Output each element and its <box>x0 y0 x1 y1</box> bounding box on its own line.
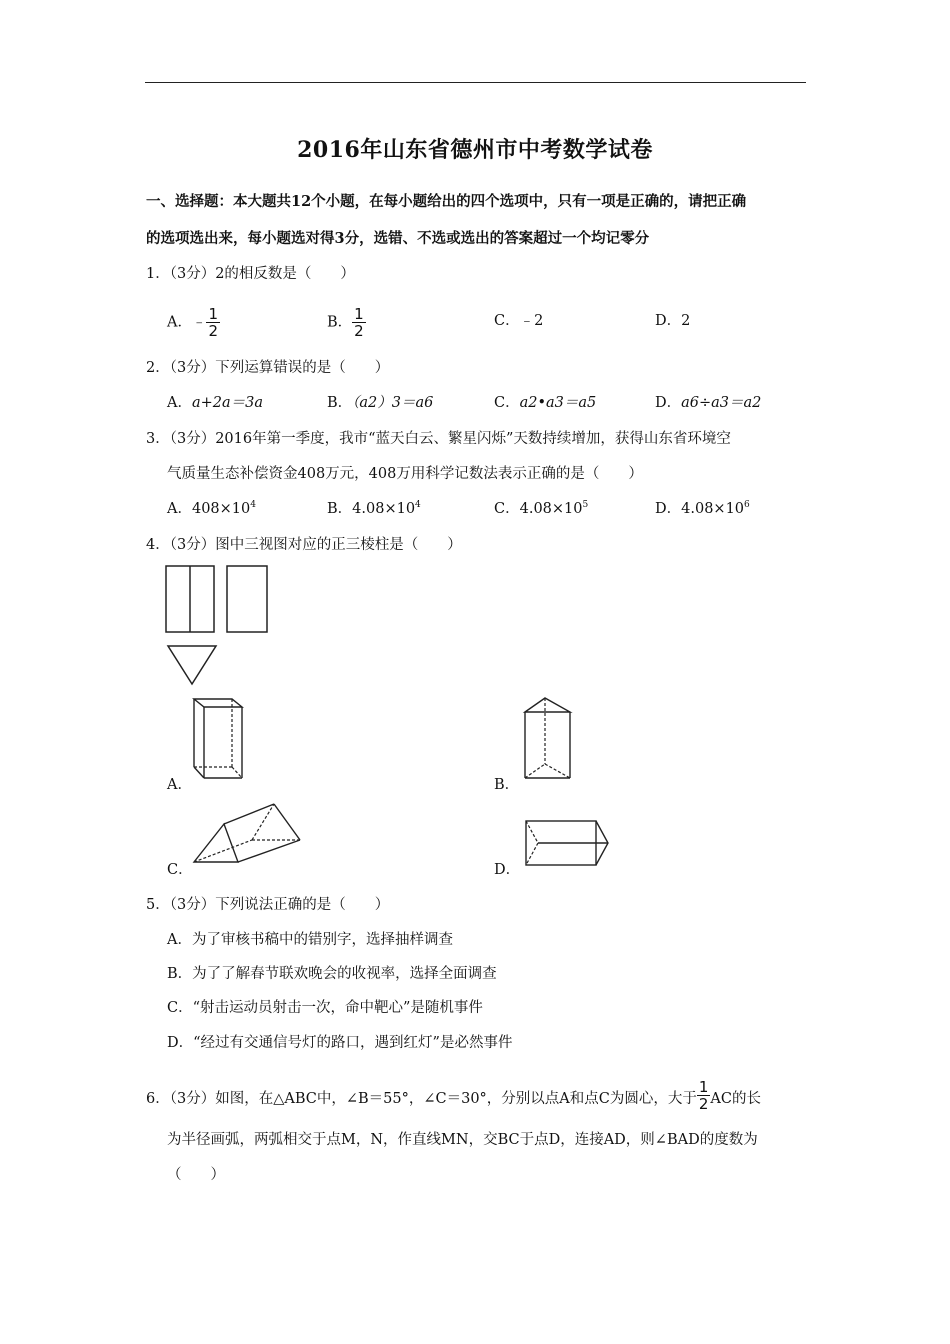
q2-c-label: C． <box>494 395 520 411</box>
q1-option-a <box>167 306 220 339</box>
q6-stem-line1 <box>146 1079 761 1112</box>
q3-option-d <box>655 497 750 518</box>
section-heading-line1: 一、选择题：本大题共12个小题，在每小题给出的四个选项中，只有一项是正确的，请把正确 <box>146 193 747 210</box>
q2-option-c <box>494 391 596 412</box>
q5-option-a: A．为了审核书稿中的错别字，选择抽样调查 <box>167 932 453 948</box>
q2-d-expr: a6÷a3＝a2 <box>681 395 762 411</box>
q6-frac-den: 2 <box>698 1095 709 1113</box>
q2-a-expr: a+2a＝3a <box>191 395 264 411</box>
q6-stem-line3: （ ） <box>167 1167 225 1183</box>
q1-a-den: 2 <box>208 322 219 340</box>
q6-line1-part-a: 6．（3分）如图，在△ABC中，∠B＝55°，∠C＝30°，分别以点A和点C为圆心，大于 <box>146 1091 697 1107</box>
q3-c-label: C． <box>494 501 520 517</box>
q4-option-a-prism <box>192 695 252 785</box>
q2-b-expr: （a2）3＝a6 <box>352 395 434 411</box>
q4-option-c-label: C． <box>167 862 193 878</box>
three-view-figure <box>160 560 275 690</box>
q3-stem-line2: 气质量生态补偿资金408万元，408万用科学记数法表示正确的是（ ） <box>167 466 643 482</box>
q1-a-sign: ﹣ <box>191 314 207 331</box>
q5-option-d: D．“经过有交通信号灯的路口，遇到红灯”是必然事件 <box>167 1035 513 1051</box>
q3-c-exp: 5 <box>582 500 589 510</box>
q6-stem-line2: 为半径画弧，两弧相交于点M，N，作直线MN，交BC于点D，连接AD，则∠BAD的度数为 <box>167 1132 758 1148</box>
q3-option-a <box>167 497 256 518</box>
q5-option-b: B．为了了解春节联欢晚会的收视率，选择全面调查 <box>167 966 497 982</box>
q3-d-exp: 6 <box>744 500 750 510</box>
q4-option-a-label: A． <box>167 777 192 793</box>
q3-b-label: B． <box>327 501 353 517</box>
q5-stem: 5．（3分）下列说法正确的是（ ） <box>146 897 390 913</box>
q3-option-b <box>327 497 421 518</box>
q4-option-b-prism <box>520 692 580 787</box>
q1-b-den: 2 <box>354 322 364 340</box>
q2-stem: 2．（3分）下列运算错误的是（ ） <box>146 360 390 376</box>
q1-option-b <box>327 306 366 339</box>
q3-b-exp: 4 <box>415 500 421 510</box>
q3-d-label: D． <box>655 501 682 517</box>
q5-option-c: C．“射击运动员射击一次，命中靶心”是随机事件 <box>167 1000 483 1016</box>
q2-option-d <box>655 391 761 412</box>
q1-a-num: 1 <box>208 305 219 323</box>
q2-c-expr: a2•a3＝a5 <box>519 395 597 411</box>
q1-b-num: 1 <box>354 305 364 323</box>
q1-a-fraction <box>206 306 220 339</box>
q4-stem: 4．（3分）图中三视图对应的正三棱柱是（ ） <box>146 537 462 553</box>
q4-option-d-label: D． <box>494 862 521 878</box>
q4-option-d-prism <box>522 815 614 870</box>
q3-c-base: 4.08×10 <box>519 501 583 517</box>
q2-b-label: B． <box>327 395 353 411</box>
q3-option-c <box>494 497 588 518</box>
q4-option-c-prism <box>190 800 305 870</box>
q3-a-label: A． <box>167 501 192 517</box>
q6-frac-num: 1 <box>698 1078 709 1096</box>
top-rule <box>145 82 806 83</box>
section-heading-line2: 的选项选出来，每小题选对得3分，选错、不选或选出的答案超过一个均记零分 <box>146 230 650 247</box>
page-title: 2016年山东省德州市中考数学试卷 <box>297 137 653 163</box>
q2-option-b <box>327 391 433 412</box>
q1-option-d: D．2 <box>655 313 691 329</box>
q4-option-b-label: B． <box>494 777 520 793</box>
q1-stem: 1．（3分）2的相反数是（ ） <box>146 266 355 282</box>
q3-stem-line1: 3．（3分）2016年第一季度，我市“蓝天白云、繁星闪烁”天数持续增加，获得山东省环境空 <box>146 431 731 447</box>
q1-a-label: A． <box>167 314 192 331</box>
q2-a-label: A． <box>167 395 192 411</box>
q3-a-base: 408×10 <box>191 501 251 517</box>
q1-option-c: C．﹣2 <box>494 313 544 329</box>
q3-a-exp: 4 <box>250 500 256 510</box>
side-view <box>227 566 267 632</box>
q3-b-base: 4.08×10 <box>352 501 416 517</box>
top-view <box>168 646 216 684</box>
q3-d-base: 4.08×10 <box>681 501 745 517</box>
q1-b-label: B． <box>327 314 353 331</box>
q6-line1-part-b: AC的长 <box>710 1091 761 1107</box>
q2-d-label: D． <box>655 395 682 411</box>
q6-fraction <box>697 1079 711 1112</box>
q2-option-a <box>167 391 263 412</box>
q1-b-fraction <box>352 306 366 339</box>
